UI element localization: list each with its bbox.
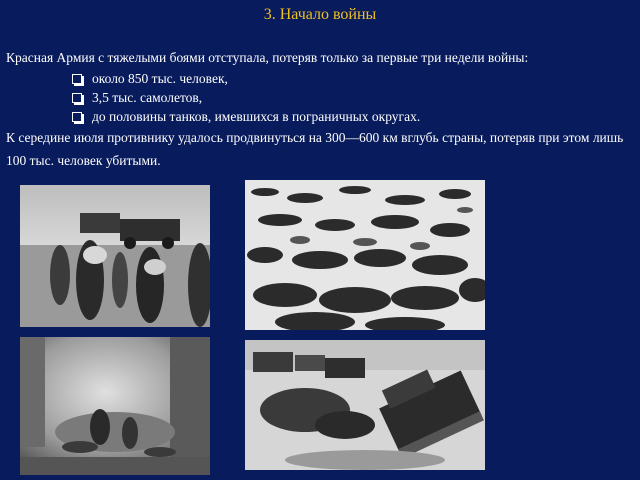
list-item: [72, 69, 420, 88]
street-battle-photo: [20, 337, 210, 475]
intro-text: Красная Армия с тяжелыми боями отступала, потеряв только за первые три недели войны:: [6, 50, 529, 65]
list-item-text: до половины танков, имевшихся в пограничных округах.: [92, 109, 421, 124]
square-bullet-icon: [72, 93, 82, 103]
battlefield-snow-photo: [245, 180, 485, 330]
slide-title: 3. Начало войны: [263, 6, 377, 23]
square-bullet-icon: [72, 74, 82, 84]
refugees-photo: [20, 185, 210, 327]
list-item: [72, 88, 420, 107]
square-bullet-icon: [72, 112, 82, 122]
loss-list: [72, 69, 420, 126]
list-item-text: 3,5 тыс. самолетов,: [92, 90, 203, 105]
list-item-text: около 850 тыс. человек,: [92, 71, 228, 86]
destroyed-tanks-photo: [245, 340, 485, 470]
conclusion-text: К середине июля противнику удалось продвинуться на 300—600 км вглубь страны, потеряв при этом лишь 100 тыс. человек убитыми.: [6, 130, 624, 168]
list-item: [72, 107, 420, 126]
